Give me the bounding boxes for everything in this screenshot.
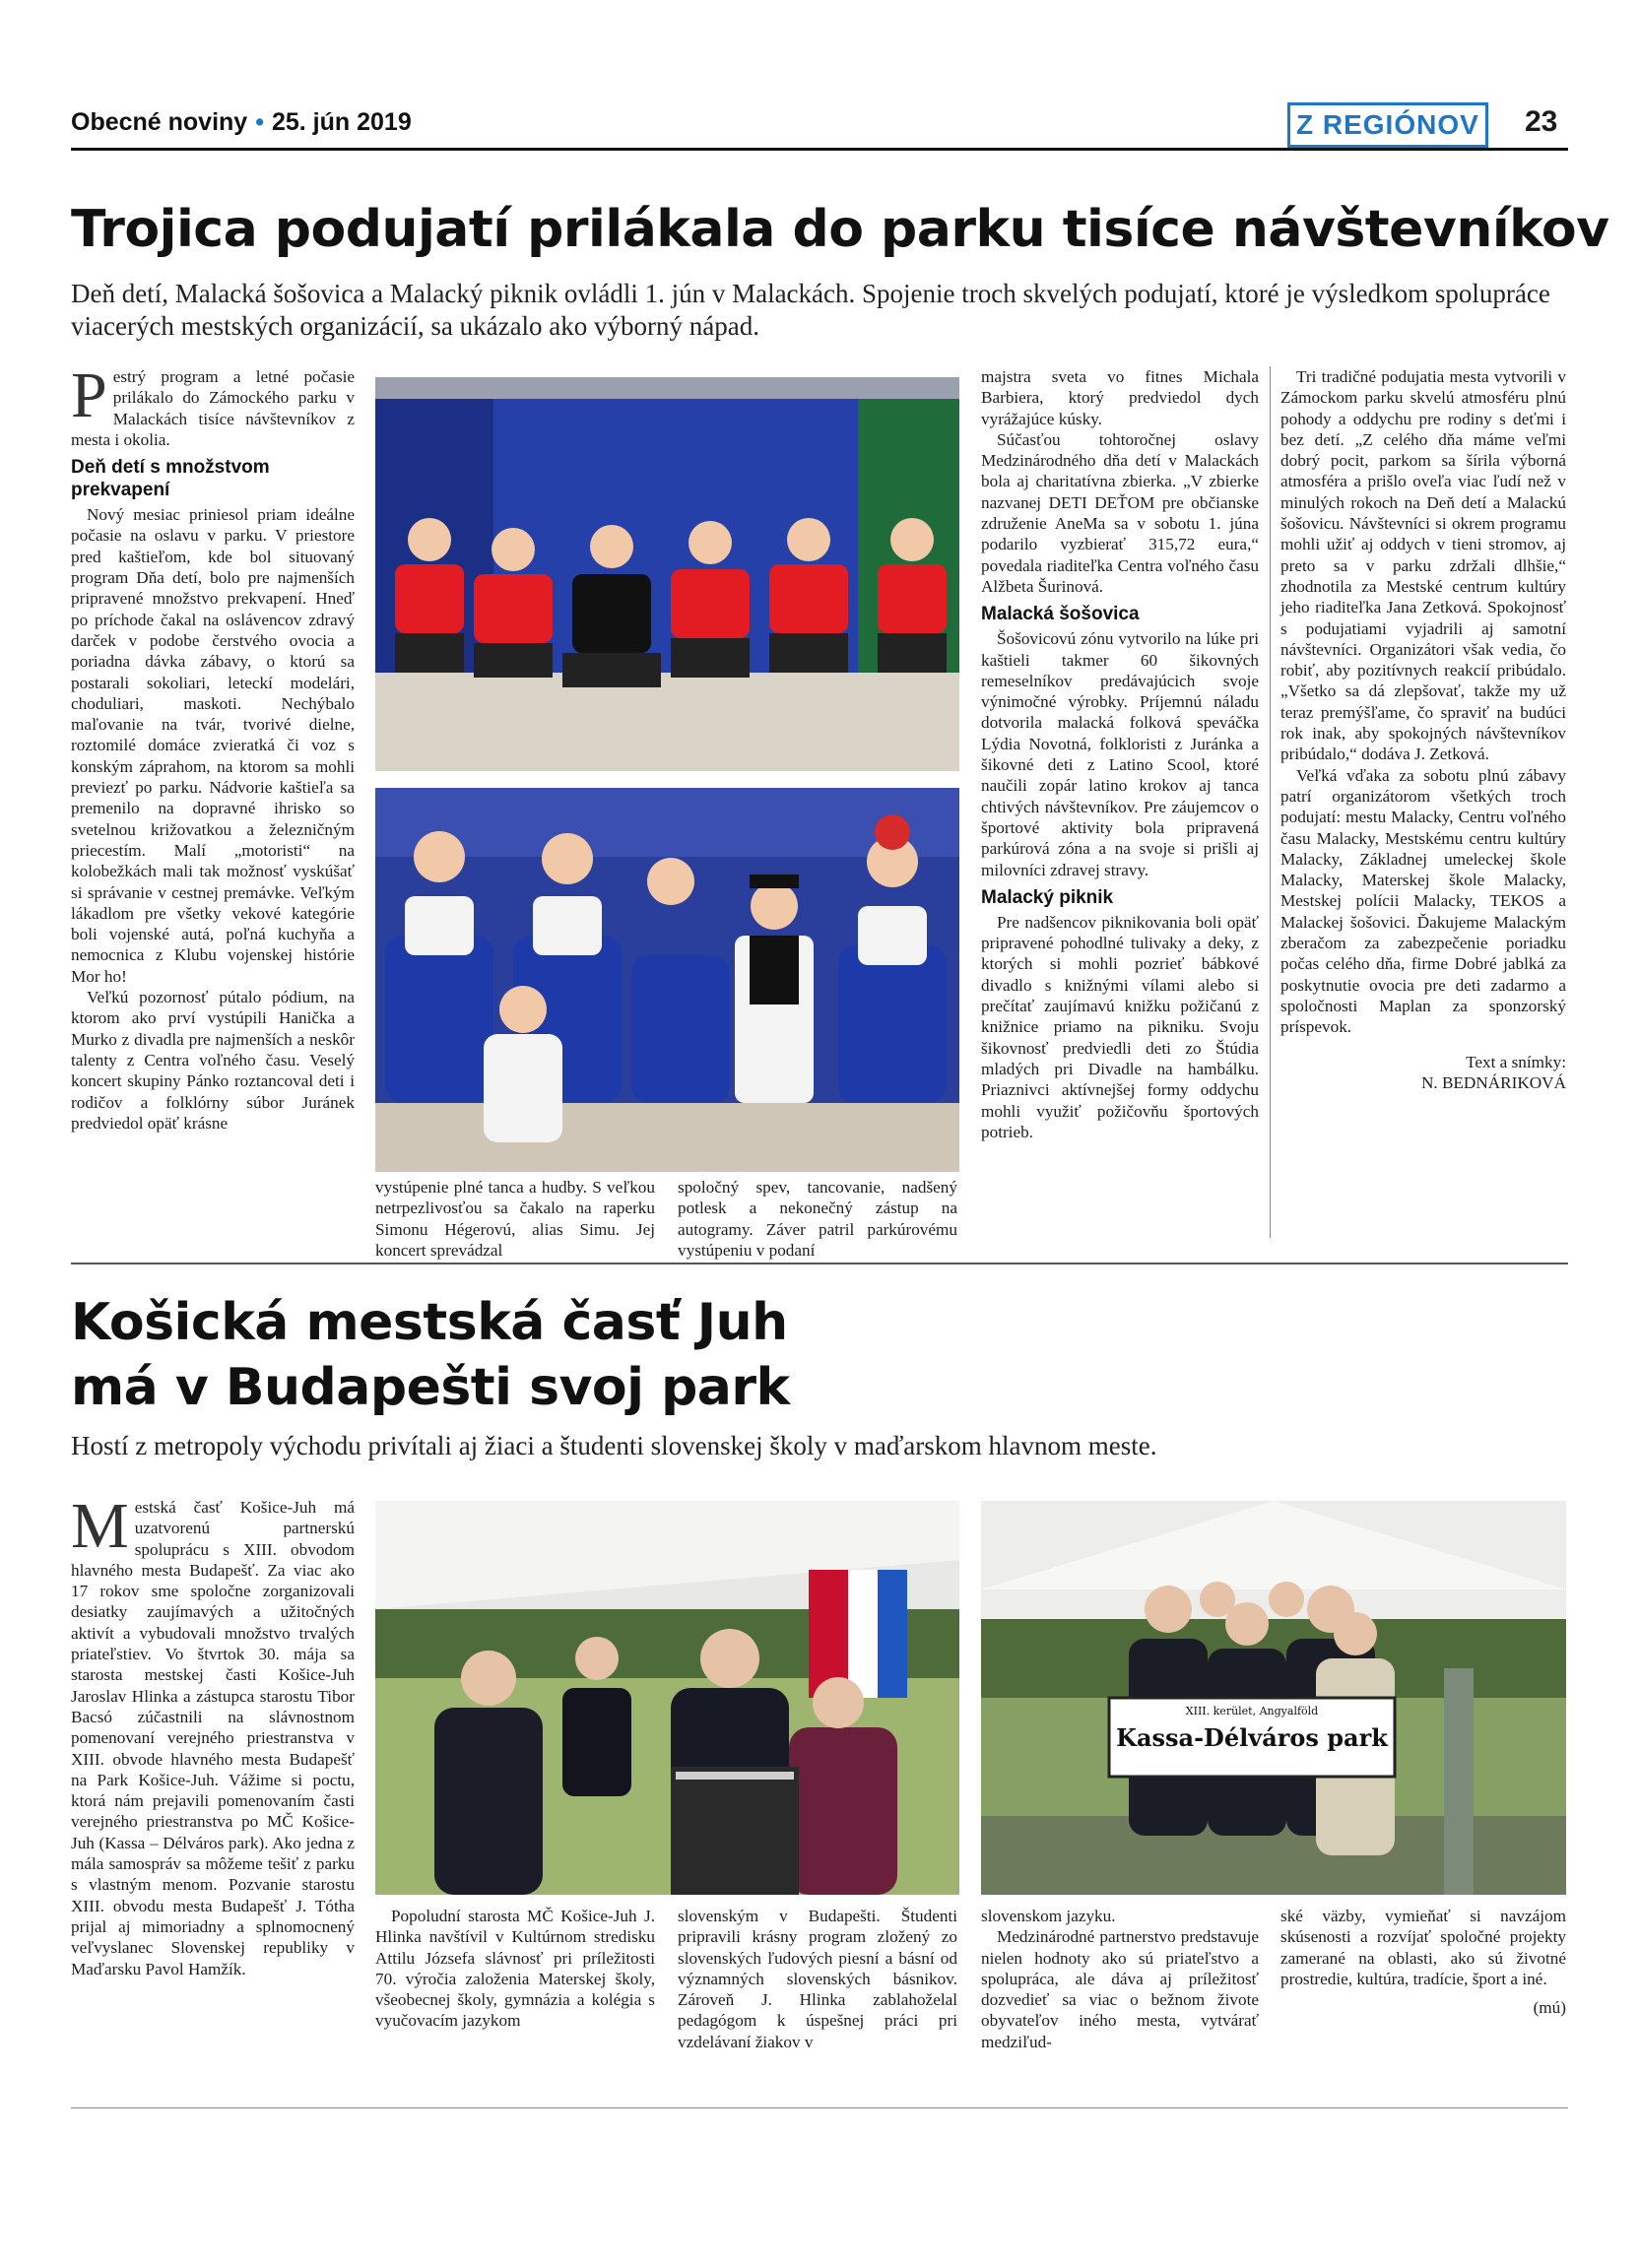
- article1-intro: estrý program a letné počasie prilákalo do Zámockého parku v Malackách tisíce návštevníkov z mesta i okolia.: [71, 367, 355, 449]
- article2-column-5: [1280, 1906, 1566, 2018]
- article1-col1-paragraph: Nový mesiac priniesol priam ideálne počasie na oslavu v parku. V priestore pred kaštieľom, kde bol situovaný program Dňa detí, bolo pre najmenších pripravené množstvo prekvapení. Hneď po príchode čakal na oslávencov zdravý darček v podobe čerstvého ovocia a poriadna dávka zábavy, o ktorú sa postarali sokoliari, leteckí modelári, choduliari, maskoti. Nechýbalo maľovanie na tvár, tvorivé dielne, roztomilé domáce zvieratká či voz s konským záprahom, na ktorom sa mohli previezť po parku. Nádvorie kaštieľa sa premenilo na dopravné ihrisko so svetelnou križovatkou a železničným priecestím. Malí „motoristi“ na kolobežkách mali tak možnosť vyskúšať si správanie v cestnej premávke. Veľkým lákadlom pre všetky vekové kategórie boli vojenské autá, poľná kuchyňa a nemocnica z Klubu vojenskej histórie Mor ho!: [71, 505, 355, 986]
- article2-col4-paragraph: Medzinárodné partnerstvo predstavuje nielen hodnoty ako sú priateľstvo a spolupráca, ale dáva aj príležitosť dozvedieť sa viac o bežnom živote obyvateľov iného mesta, vytvárať medziľud-: [981, 1927, 1259, 2051]
- photo-children-stage: [375, 377, 959, 771]
- article1-col4-paragraph: Pre nadšencov piknikovania boli opäť pripravené pohodlné tulivaky a deky, z ktorých si mohli pozrieť bábkové divadlo s knižnými vílami alebo si prečítať zaujímavú knižku požičanú z knižnice priamo na pikniku. Svoju šikovnosť predviedli deti zo Štúdia mladých pri Divadle na hambálku. Priaznivci aktívnejšej formy oddychu mohli využiť požičovňu športových potrieb.: [981, 912, 1259, 1141]
- article2-dropcap: M: [71, 1490, 129, 1562]
- header-rule: [71, 148, 1568, 151]
- article1-subhead-piknik: Malacký piknik: [981, 886, 1114, 908]
- article1-lead: Deň detí, Malacká šošovica a Malacký piknik ovládli 1. jún v Malackách. Spojenie troch skvelých podujatí, ktoré je výsledkom spolupráce viacerých mestských organizácií, sa ukázalo ako výborný nápad.: [71, 279, 1550, 341]
- article2-col1-paragraph: estská časť Košice-Juh má uzatvorenú partnerskú spoluprácu s XIII. obvodom hlavného mesta Budapešť. Za viac ako 17 rokov sme spoločne zorganizovali desiatky zaujímavých a užitočných aktivít a vybudovali množstvo trvalých priateľstiev. Vo štvrtok 30. mája sa starosta mestskej časti Košice-Juh Jaroslav Hlinka a zástupca starostu Tibor Bacsó zúčastnili na slávnostnom pomenovaní verejného priestranstva v XIII. obvode hlavného mesta Budapešť na Park Košice-Juh. Vážime si poctu, ktorá nám prejavili pomenovaním časti verejného priestranstva po MČ Košice-Juh (Kassa – Délváros park). Ako jedna z mála samospráv sa môžeme tešiť z parku s vlastným menom. Pozvanie starostu XIII. obvodu mesta Budapešť J. Tótha prijal aj mimoriadny a splnomocnený veľvyslanec Slovenskej republiky v Maďarsku Pavol Hamžík.: [71, 1498, 355, 1978]
- article1-col4-paragraph: majstra sveta vo fitnes Michala Barbiera, ktorý predviedol dych vyrážajúce kúsky.: [981, 367, 1259, 428]
- sign-park-name: Kassa-Délváros park: [1116, 1723, 1388, 1752]
- photo-folk-dancers: [375, 788, 959, 1172]
- article1-column-3: [678, 1177, 957, 1261]
- article1-subhead-den-deti: Deň detí s množstvom prekvapení: [71, 457, 270, 501]
- article2-credit: (mú): [1533, 1998, 1566, 2018]
- article1-credit-label: Text a snímky:: [1466, 1052, 1566, 1071]
- article2-column-4: [981, 1906, 1259, 2052]
- photo-park-sign-group: [981, 1501, 1566, 1895]
- article2-column-2: [375, 1906, 655, 2032]
- article2-title: [71, 1290, 957, 1420]
- article2-column-3: [678, 1906, 957, 2052]
- article2-column-1: [71, 1490, 355, 1979]
- article1-title: Trojica podujatí prilákala do parku tisíce návštevníkov: [71, 200, 1609, 259]
- issue-date: 25. jún 2019: [271, 108, 412, 136]
- page-header-left: [71, 108, 412, 137]
- article2-title-line1: Košická mestská časť Juh: [71, 1293, 788, 1352]
- page-bottom-rule: [71, 2107, 1568, 2108]
- article1-col5-paragraph: Veľká vďaka za sobotu plnú zábavy patrí organizátorom všetkých troch podujatí: mestu Malacky, Centru voľného času Malacky, Mestskému centru kultúry Malacky, Základnej umeleckej škole Malacky, Materskej škole Malacky, Mestskej polícii Malacky, TEKOS a Malackej šošovici. Ďakujeme Malackým zberačom za zabezpečenie poriadku počas celého dňa, firme Dobré jablká za poskytnutie ovocia pre deti zadarmo a spoločnosti Maplan za sponzorský príspevok.: [1280, 765, 1566, 1037]
- article2-col2-paragraph: Popoludní starosta MČ Košice-Juh J. Hlinka navštívil v Kultúrnom stredisku Attilu Józsefa slávnosť pri príležitosti 70. výročia založenia Materskej školy, všeobecnej školy, gymnázia a kolégia s vyučovacím jazykom: [375, 1907, 655, 2031]
- article1-column-5: [1280, 366, 1566, 1093]
- article2-title-line2: má v Budapešti svoj park: [71, 1358, 790, 1417]
- paper-name: Obecné noviny: [71, 108, 248, 136]
- section-label: Z REGIÓNOV: [1287, 102, 1488, 148]
- sign-district: XIII. kerület, Angyalföld: [1185, 1705, 1319, 1717]
- article1-col2-paragraph: vystúpenie plné tanca a hudby. S veľkou netrpezlivosťou sa čakalo na raperku Simonu Hégerovú, alias Simu. Jej koncert sprevádzal: [375, 1178, 655, 1260]
- article1-col1-paragraph: Veľkú pozornosť pútalo pódium, na ktorom ako prví vystúpili Hanička a Murko z divadla pre najmenších a neskôr talenty z Centra voľného času. Veselý koncert skupiny Pánko roztancoval deti i rodičov a folklórny súbor Juránek predviedol opäť krásne: [71, 988, 355, 1133]
- article1-col3-paragraph: spoločný spev, tancovanie, nadšený potlesk a nekonečný zástup na autogramy. Záver patril parkúrovému vystúpeniu v podaní: [678, 1178, 957, 1260]
- article2-col4-paragraph: slovenskom jazyku.: [981, 1907, 1116, 1925]
- article1-subhead-sosovica: Malacká šošovica: [981, 604, 1140, 625]
- article1-col4-paragraph: Súčasťou tohtoročnej oslavy Medzinárodného dňa detí v Malackách bola aj charitatívna zbierka. „V zbierke nazvanej DETI DEŤOM pre občianske združenie AneMa sa v sobotu 1. júna podarilo vyzbierať 315,72 eura,“ povedala riaditeľka Centra voľného času Alžbeta Šurinová.: [981, 429, 1259, 596]
- article1-column-4: [981, 366, 1259, 1142]
- article1-col4-paragraph: Šošovicovú zónu vytvorilo na lúke pri kaštieli takmer 60 šikovných remeselníkov predávajúcich svoje výnimočné výrobky. Príjemnú náladu dotvorila malacká folková speváčka Lýdia Novotná, folkloristi z Juránka a šikovné deti z Latino Scool, ktoré naučili zopár latino krokov aj tanca chtivých návštevníkov. Pre záujemcov o športové aktivity bola pripravená parkúrová zóna a na svoje si prišli aj milovníci zdravej stravy.: [981, 629, 1259, 879]
- article2-col5-paragraph: ské väzby, vymieňať si navzájom skúsenosti a rozvíjať spoločné projekty zamerané na oblasti, ako sú životné prostredie, kultúra, tradície, šport a iné.: [1280, 1907, 1566, 1988]
- article1-credit-author: N. BEDNÁRIKOVÁ: [1420, 1072, 1566, 1092]
- page-number: 23: [1525, 105, 1558, 138]
- article2-col3-paragraph: slovenským v Budapešti. Študenti pripravili krásny program zložený zo slovenských ľudových piesní a básní od významných slovenských básnikov. Zároveň J. Hlinka zablahoželal pedagógom k úspešnej práci pri vzdelávaní žiakov v: [678, 1907, 957, 2051]
- article1-column-1: [71, 359, 355, 1134]
- photo-speech-lectern: [375, 1501, 959, 1895]
- article2-lead: Hostí z metropoly východu privítali aj žiaci a študenti slovenskej školy v maďarskom hlavnom meste.: [71, 1431, 1157, 1460]
- article1-dropcap: P: [71, 359, 107, 431]
- article1-column-2: [375, 1177, 655, 1261]
- column-divider: [1270, 366, 1271, 1238]
- article1-col5-paragraph: Tri tradičné podujatia mesta vytvorili v Zámockom parku skvelú atmosféru plnú pohody a oddychu pre rodiny s deťmi i bez detí. „Z celého dňa máme veľmi dobrý pocit, parkom sa šírila výborná atmosféra a prišlo oveľa viac ľudí než v minulých rokoch na Deň detí a Malackú šošovicu. Návštevníci si okrem programu mohli užiť aj oddych v tieni stromov, aj preto sa v parku zdržali dlhšie,“ zhodnotila za Mestské centrum kultúry jeho riaditeľka Jana Zetková. Spokojnosť s podujatiami vyjadrili aj samotní návštevníci. Organizátori však vedia, čo robiť, aby pozitívnych reakcií pribúdalo. „Všetko sa dá zlepšovať, takže my už teraz premýšľame, čo spraviť na budúci rok inak, aby spokojných návštevníkov pribúdalo,“ dodáva J. Zetková.: [1280, 367, 1566, 764]
- article-divider: [71, 1263, 1568, 1264]
- header-separator: •: [255, 108, 264, 136]
